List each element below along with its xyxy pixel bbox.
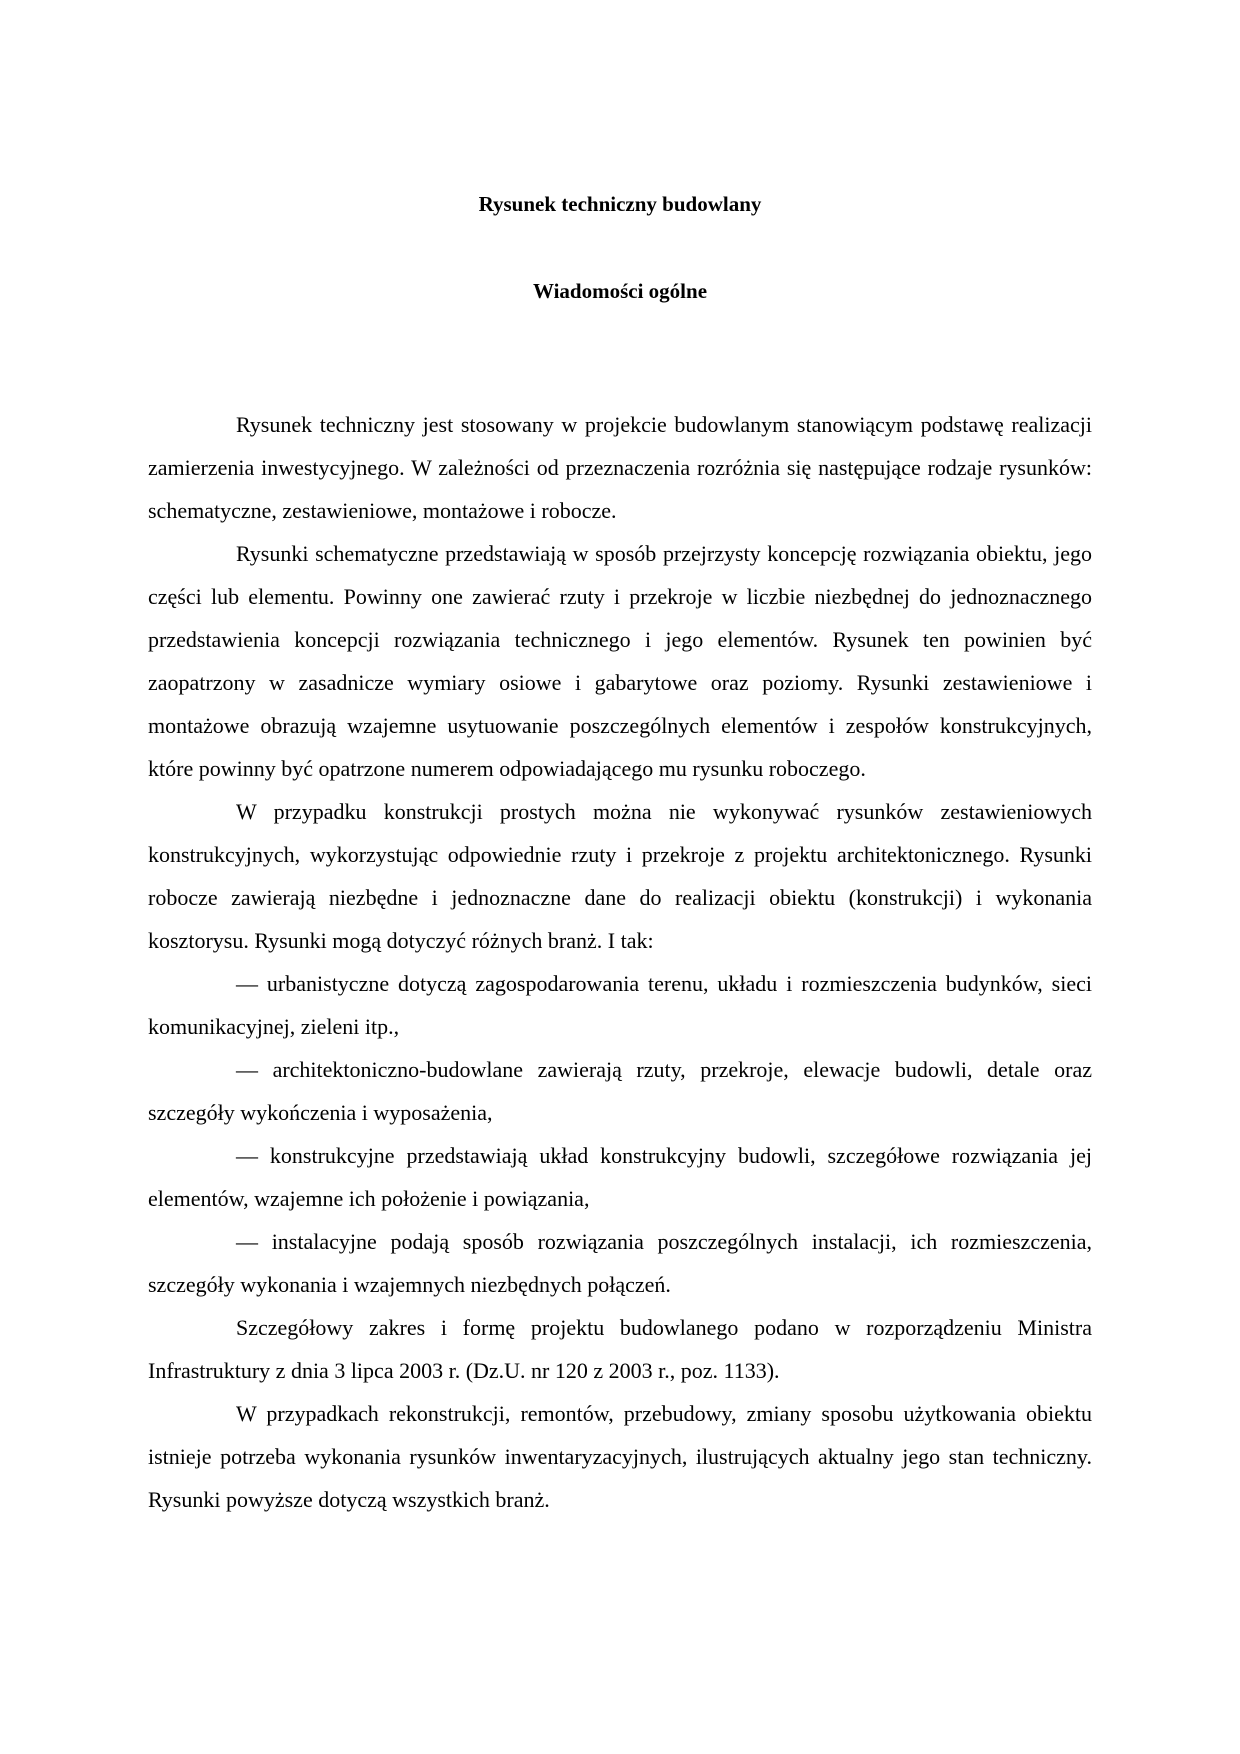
paragraph-schematic: Rysunki schematyczne przedstawiają w sposób przejrzysty koncepcję rozwiązania obiektu, jego części lub elementu. Powinny one zawierać rzuty i przekroje w liczbie niezbędnej do jednoznacznego przedstawienia koncepcji rozwiązania technicznego i jego elementów. Rysunek ten powinien być zaopatrzony w zasadnicze wymiary osiowe i gabarytowe oraz poziomy. Rysunki zestawieniowe i montażowe obrazują wzajemne usytuowanie poszczególnych elementów i zespołów konstrukcyjnych, które powinny być opatrzone numerem odpowiadającego mu rysunku roboczego.	[148, 541, 1092, 781]
list-item-installation: — instalacyjne podają sposób rozwiązania poszczególnych instalacji, ich rozmieszczenia, szczegóły wykonania i wzajemnych niezbędnych połączeń.	[148, 1229, 1092, 1297]
document-body	[148, 403, 1092, 1521]
list-item-urban: — urbanistyczne dotyczą zagospodarowania terenu, układu i rozmieszczenia budynków, sieci komunikacyjnej, zieleni itp.,	[148, 971, 1092, 1039]
paragraph-simple-constructions: W przypadku konstrukcji prostych można nie wykonywać rysunków zestawieniowych konstrukcyjnych, wykorzystując odpowiednie rzuty i przekroje z projektu architektonicznego. Rysunki robocze zawierają niezbędne i jednoznaczne dane do realizacji obiektu (konstrukcji) i wykonania kosztorysu. Rysunki mogą dotyczyć różnych branż. I tak:	[148, 799, 1092, 953]
paragraph-inventory: W przypadkach rekonstrukcji, remontów, przebudowy, zmiany sposobu użytkowania obiektu istnieje potrzeba wykonania rysunków inwentaryzacyjnych, ilustrujących aktualny jego stan techniczny. Rysunki powyższe dotyczą wszystkich branż.	[148, 1401, 1092, 1512]
document-title: Rysunek techniczny budowlany	[478, 192, 762, 216]
paragraph-intro: Rysunek techniczny jest stosowany w projekcie budowlanym stanowiącym podstawę realizacji zamierzenia inwestycyjnego. W zależności od przeznaczenia rozróżnia się następujące rodzaje rysunków: schematyczne, zestawieniowe, montażowe i robocze.	[148, 412, 1092, 523]
list-item-architectural: — architektoniczno-budowlane zawierają rzuty, przekroje, elewacje budowli, detale oraz szczegóły wykończenia i wyposażenia,	[148, 1057, 1092, 1125]
document-subtitle: Wiadomości ogólne	[532, 279, 708, 303]
list-item-structural: — konstrukcyjne przedstawiają układ konstrukcyjny budowli, szczegółowe rozwiązania jej elementów, wzajemne ich położenie i powiązania,	[148, 1143, 1092, 1211]
paragraph-regulation: Szczegółowy zakres i formę projektu budowlanego podano w rozporządzeniu Ministra Infrastruktury z dnia 3 lipca 2003 r. (Dz.U. nr 120 z 2003 r., poz. 1133).	[148, 1315, 1092, 1383]
